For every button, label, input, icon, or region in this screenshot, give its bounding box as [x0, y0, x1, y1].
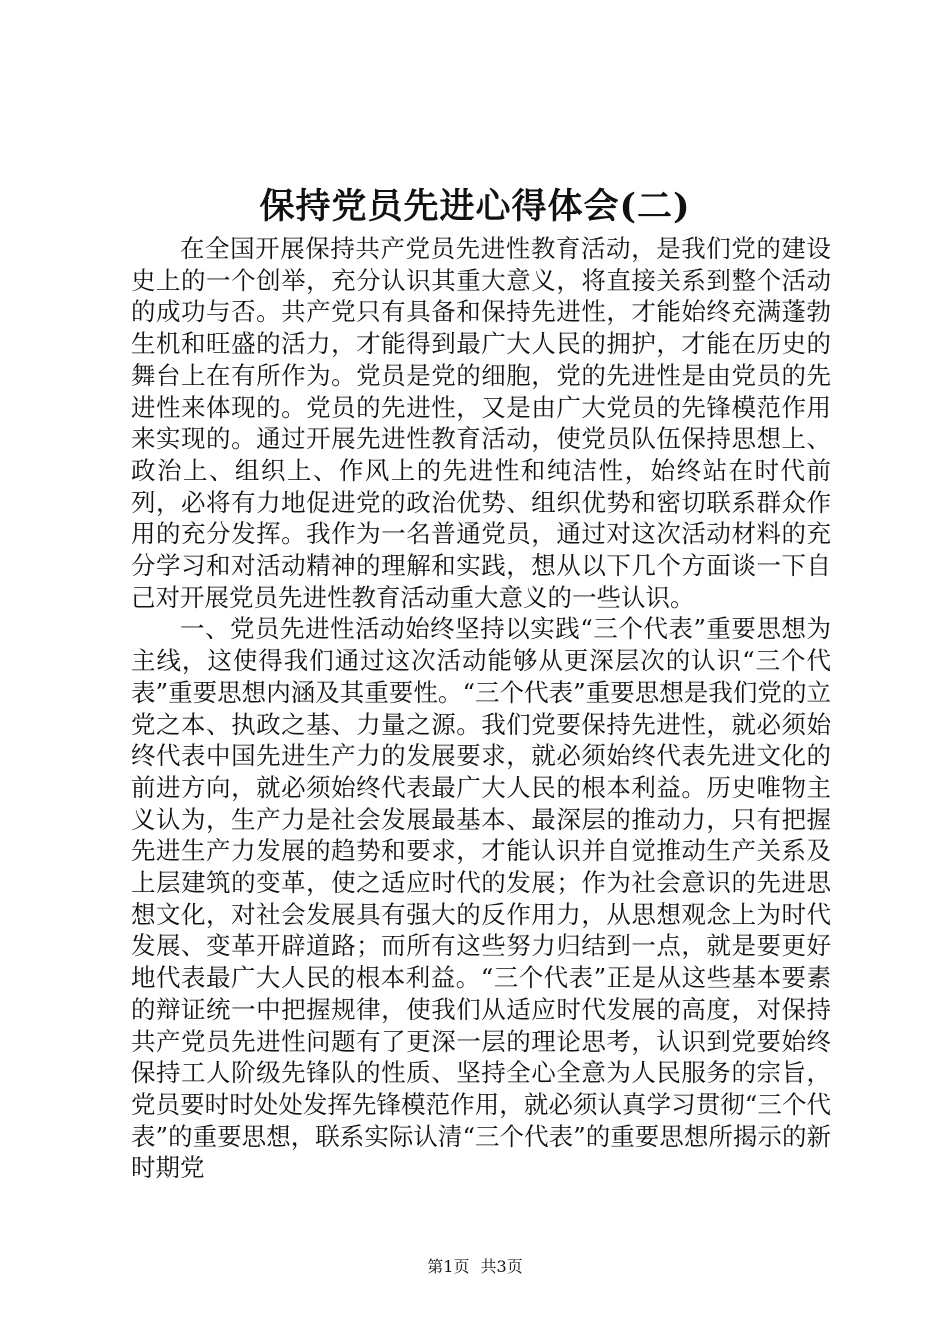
document-title: 保持党员先进心得体会(二) — [259, 186, 691, 227]
paragraph-section-one: 一、党员先进性活动始终坚持以实践“三个代表”重要思想为主线，这使得我们通过这次活动能够从更深层次的认识“三个代表”重要思想内涵及其重要性。“三个代表”重要思想是我们党的立党之本、执政之基、力量之源。我们党要保持先进性，就必须始终代表中国先进生产力的发展要求，就必须始终代表先进文化的前进方向，就必须始终代表最广大人民的根本利益。历史唯物主义认为，生产力是社会发展最基本、最深层的推动力，只有把握先进生产力发展的趋势和要求，才能认识并自觉推动生产关系及上层建筑的变革，使之适应时代的发展；作为社会意识的先进思想文化，对社会发展具有强大的反作用力，从思想观念上为时代发展、变革开辟道路；而所有这些努力归结到一点，就是要更好地代表最广大人民的根本利益。“三个代表”正是从这些基本要素的辩证统一中把握规律，使我们从适应时代发展的高度，对保持共产党员先进性问题有了更深一层的理论思考，认识到党要始终保持工人阶级先锋队的性质、坚持全心全意为人民服务的宗旨，党员要时时处处发挥先锋模范作用，就必须认真学习贯彻“三个代表”的重要思想，联系实际认清“三个代表”的重要思想所揭示的新时期党 — [131, 614, 831, 1183]
page-total: 共3页 — [480, 1257, 523, 1276]
page-footer — [0, 1257, 950, 1277]
page-number: 第1页 — [427, 1257, 470, 1276]
paragraph-intro: 在全国开展保持共产党员先进性教育活动，是我们党的建设史上的一个创举，充分认识其重大意义，将直接关系到整个活动的成功与否。共产党只有具备和保持先进性，才能始终充满蓬勃生机和旺盛的活力，才能得到最广大人民的拥护，才能在历史的舞台上在有所作为。党员是党的细胞，党的先进性是由党员的先进性来体现的。党员的先进性，又是由广大党员的先锋模范作用来实现的。通过开展先进性教育活动，使党员队伍保持思想上、政治上、组织上、作风上的先进性和纯洁性，始终站在时代前列，必将有力地促进党的政治优势、组织优势和密切联系群众作用的充分发挥。我作为一名普通党员，通过对这次活动材料的充分学习和对活动精神的理解和实践，想从以下几个方面谈一下自己对开展党员先进性教育活动重大意义的一些认识。 — [131, 234, 831, 612]
document-body — [131, 233, 831, 1184]
